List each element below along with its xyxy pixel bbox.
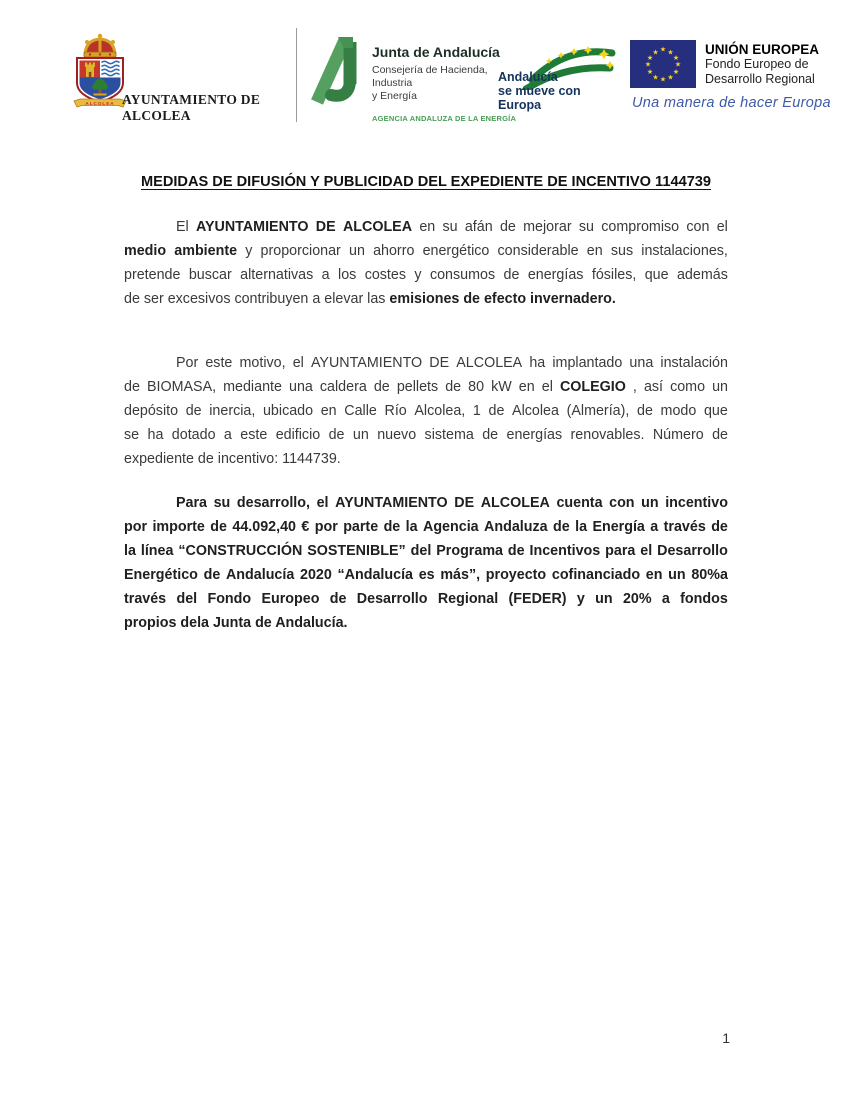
paragraph-line: propios dela Junta de Andalucía. — [124, 615, 348, 631]
mueve-line1: Andalucía — [498, 70, 558, 84]
svg-text:★: ★ — [667, 73, 674, 82]
paragraph — [124, 351, 728, 471]
svg-text:★: ★ — [644, 60, 652, 69]
document-paragraphs — [124, 215, 728, 635]
header-separator — [296, 28, 297, 122]
svg-text:★: ★ — [659, 75, 667, 84]
paragraph-line: depósito de inercia, ubicado en Calle Río Alcolea, 1 de Alcolea (Almería), de modo que — [124, 403, 728, 419]
svg-text:★: ★ — [659, 45, 667, 54]
paragraph-line: se ha dotado a este edificio de un nuevo sistema de energías renovables. Número de — [124, 427, 728, 443]
alcolea-entity-name: AYUNTAMIENTO DE ALCOLEA — [122, 92, 261, 123]
page-number: 1 — [722, 1030, 730, 1046]
alcolea-banner-text: ALCOLEA — [85, 101, 115, 107]
junta-title: Junta de Andalucía — [372, 44, 500, 60]
eu-tagline: Una manera de hacer Europa — [632, 95, 831, 111]
paragraph-line: de BIOMASA, mediante una caldera de pellets de 80 kW en el COLEGIO , así como un — [124, 379, 728, 395]
svg-text:★: ★ — [674, 60, 682, 69]
svg-text:★: ★ — [646, 54, 654, 62]
paragraph-line: pretende buscar alternativas a los costes y consumos de energías fósiles, que además — [124, 267, 728, 283]
junta-dept-line2: y Energía — [372, 90, 417, 102]
document-body — [124, 174, 728, 635]
mueve-line2: se mueve con Europa — [498, 84, 581, 112]
eu-flag-icon — [630, 40, 696, 88]
document-title: MEDIDAS DE DIFUSIÓN Y PUBLICIDAD DEL EXPEDIENTE DE INCENTIVO 1144739 — [140, 174, 712, 190]
paragraph-line: expediente de incentivo: 1144739. — [124, 451, 341, 467]
paragraph-line: Para su desarrollo, el AYUNTAMIENTO DE ALCOLEA cuenta con un incentivo — [176, 495, 728, 511]
paragraph — [124, 491, 728, 635]
eu-fund-line1: Fondo Europeo de — [705, 57, 809, 71]
junta-agency: AGENCIA ANDALUZA DE LA ENERGÍA — [372, 114, 517, 123]
svg-text:★: ★ — [672, 54, 680, 62]
paragraph-line: de ser excesivos contribuyen a elevar las emisiones de efecto invernadero. — [124, 291, 616, 307]
svg-text:★: ★ — [646, 68, 654, 76]
eu-title: UNIÓN EUROPEA — [705, 42, 820, 57]
junta-andalucia-logo-icon — [306, 36, 366, 106]
svg-text:★: ★ — [667, 48, 674, 57]
andalucia-se-mueve-logo — [498, 44, 618, 114]
paragraph-line: la línea “CONSTRUCCIÓN SOSTENIBLE” del Programa de Incentivos para el Desarrollo — [124, 543, 728, 559]
svg-text:★: ★ — [652, 48, 659, 57]
paragraph-line: Energético de Andalucía 2020 “Andalucía es más”, proyecto cofinanciado en un 80%a — [124, 567, 728, 583]
eu-fund-line2: Desarrollo Regional — [705, 72, 815, 86]
eu-block — [630, 40, 820, 88]
paragraph-line: través del Fondo Europeo de Desarrollo Regional (FEDER) y un 20% a fondos — [124, 591, 728, 607]
paragraph-line: El AYUNTAMIENTO DE ALCOLEA en su afán de mejorar su compromiso con el — [176, 219, 728, 235]
paragraph-line: por importe de 44.092,40 € por parte de la Agencia Andaluza de la Energía a través de — [124, 519, 728, 535]
junta-dept-line1: Consejería de Hacienda, Industria — [372, 64, 488, 89]
paragraph — [124, 215, 728, 311]
paragraph-line: medio ambiente y proporcionar un ahorro energético considerable en sus instalaciones, — [124, 243, 728, 259]
svg-text:★: ★ — [672, 68, 680, 76]
svg-text:★: ★ — [652, 73, 659, 82]
paragraph-line: Por este motivo, el AYUNTAMIENTO DE ALCOLEA ha implantado una instalación — [176, 355, 728, 371]
